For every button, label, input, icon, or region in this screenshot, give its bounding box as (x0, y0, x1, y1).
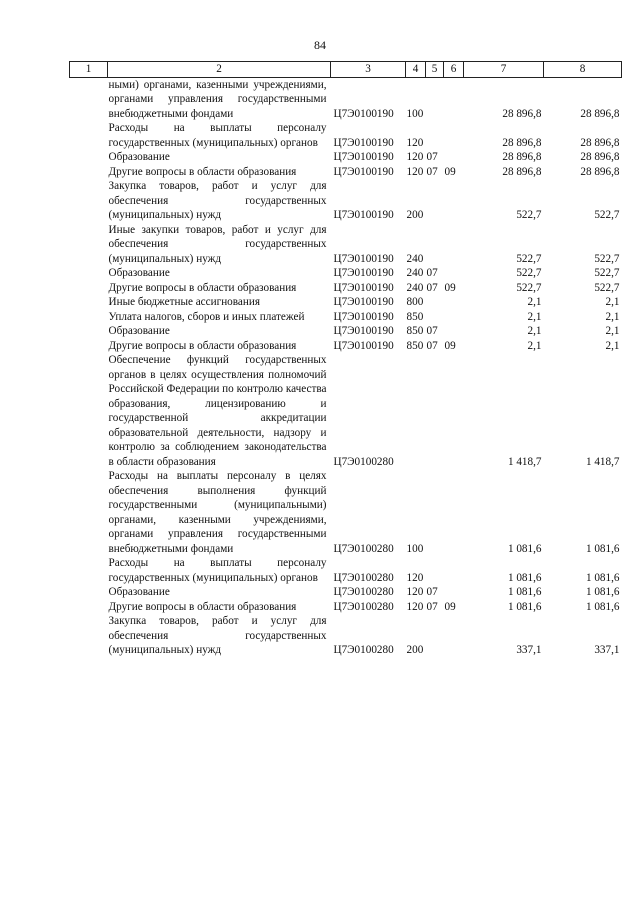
table-row (70, 121, 622, 150)
expense-type-code: 240 (406, 281, 424, 294)
column-header: 2 (108, 62, 331, 78)
column-header: 7 (464, 62, 544, 78)
amount-col8: 522,7 (594, 281, 620, 294)
amount-col8: 522,7 (594, 267, 620, 279)
subsection-code (444, 121, 464, 150)
amount-col7: 1 081,6 (507, 542, 542, 555)
amount-col7: 522,7 (516, 209, 542, 221)
column-header: 4 (406, 62, 426, 78)
amount-col8: 1 418,7 (585, 455, 620, 468)
amount-col8: 28 896,8 (580, 136, 620, 149)
table-row (70, 556, 622, 585)
section-code: 07 (426, 600, 438, 613)
expense-type-code: 120 (406, 571, 424, 584)
amount-col7: 28 896,8 (502, 107, 542, 120)
expense-type-code: 240 (406, 267, 424, 279)
table-row (70, 469, 622, 556)
target-article-code: Ц7Э0100280 (333, 600, 394, 613)
section-code (426, 469, 444, 556)
target-article-code: Ц7Э0100190 (333, 267, 394, 279)
table-row (70, 614, 622, 658)
budget-table (69, 61, 622, 658)
section-code (426, 179, 444, 223)
target-article-code: Ц7Э0100190 (333, 296, 394, 308)
subsection-code (444, 556, 464, 585)
amount-col8: 28 896,8 (580, 107, 620, 120)
table-row (70, 585, 622, 600)
section-code (426, 353, 444, 469)
expense-name: Образование (108, 586, 170, 598)
section-code: 07 (426, 281, 438, 294)
target-article-code: Ц7Э0100190 (333, 339, 394, 352)
expense-type-code: 100 (406, 107, 424, 120)
expense-name: Иные закупки товаров, работ и услуг для обеспечения государственных (муниципальных) нужд (108, 223, 327, 265)
section-code (426, 77, 444, 121)
table-row (70, 77, 622, 121)
expense-name: Иные бюджетные ассигнования (108, 296, 260, 308)
expense-name: Другие вопросы в области образования (108, 339, 297, 352)
section-code (426, 295, 444, 310)
subsection-code: 09 (444, 600, 456, 613)
table-row (70, 600, 622, 615)
page-number: 84 (314, 38, 326, 52)
expense-type-code: 850 (406, 325, 424, 337)
table-row (70, 223, 622, 267)
target-article-code: Ц7Э0100190 (333, 107, 394, 120)
subsection-code (444, 295, 464, 310)
expense-type-code: 800 (406, 296, 424, 308)
section-code (426, 121, 444, 150)
expense-type-code: 120 (406, 151, 424, 163)
table-row (70, 324, 622, 339)
subsection-code (444, 223, 464, 267)
section-code (426, 223, 444, 267)
amount-col7: 1 418,7 (507, 455, 542, 468)
amount-col7: 2,1 (527, 325, 542, 337)
subsection-code (444, 266, 464, 281)
section-code (426, 310, 444, 325)
amount-col8: 1 081,6 (585, 542, 620, 555)
subsection-code (444, 469, 464, 556)
amount-col8: 337,1 (594, 644, 620, 656)
subsection-code: 09 (444, 281, 456, 294)
amount-col8: 1 081,6 (585, 571, 620, 584)
column-header: 6 (444, 62, 464, 78)
amount-col8: 1 081,6 (585, 586, 620, 598)
column-header: 3 (331, 62, 406, 78)
subsection-code: 09 (444, 165, 456, 178)
table-body (70, 77, 622, 658)
amount-col8: 28 896,8 (580, 151, 620, 163)
header-row (70, 62, 622, 78)
amount-col8: 522,7 (594, 252, 620, 265)
amount-col7: 28 896,8 (502, 151, 542, 163)
target-article-code: Ц7Э0100190 (333, 151, 394, 163)
expense-name: Другие вопросы в области образования (108, 165, 297, 178)
subsection-code (444, 179, 464, 223)
target-article-code: Ц7Э0100190 (333, 209, 394, 221)
subsection-code (444, 150, 464, 165)
section-code (426, 556, 444, 585)
expense-name: Обеспечение функций государственных органов в целях осуществления полномочий Российской Федерации по контролю качества образования, лицензированию и государственной аккредитации образовательной деятельности, надзору и контролю за соблюдением законодательства в области образования (108, 354, 327, 468)
expense-type-code: 120 (406, 586, 424, 598)
amount-col8: 2,1 (605, 339, 620, 352)
amount-col7: 2,1 (527, 296, 542, 308)
expense-type-code: 240 (406, 252, 424, 265)
expense-name: Другие вопросы в области образования (108, 600, 297, 613)
expense-type-code (406, 353, 426, 469)
amount-col8: 2,1 (605, 325, 620, 337)
expense-name: Уплата налогов, сборов и иных платежей (108, 310, 305, 323)
target-article-code: Ц7Э0100190 (333, 310, 394, 323)
table-row (70, 339, 622, 354)
amount-col7: 28 896,8 (502, 165, 542, 178)
section-code: 07 (426, 165, 438, 178)
expense-name: Расходы на выплаты персоналу государственных (муниципальных) органов (108, 557, 327, 584)
column-header: 5 (426, 62, 444, 78)
expense-type-code: 850 (406, 310, 424, 323)
subsection-code (444, 585, 464, 600)
expense-name: Закупка товаров, работ и услуг для обеспечения государственных (муниципальных) нужд (108, 180, 327, 221)
amount-col7: 2,1 (527, 339, 542, 352)
expense-name: Закупка товаров, работ и услуг для обеспечения государственных (муниципальных) нужд (108, 615, 327, 656)
amount-col7: 28 896,8 (502, 136, 542, 149)
subsection-code: 09 (444, 339, 456, 352)
expense-type-code: 200 (406, 209, 424, 221)
amount-col7: 1 081,6 (507, 600, 542, 613)
expense-type-code: 200 (406, 644, 424, 656)
table-row (70, 150, 622, 165)
expense-type-code: 120 (406, 165, 424, 178)
section-code: 07 (426, 586, 438, 598)
amount-col7: 1 081,6 (507, 586, 542, 598)
target-article-code: Ц7Э0100190 (333, 165, 394, 178)
expense-type-code: 120 (406, 136, 424, 149)
subsection-code (444, 353, 464, 469)
subsection-code (444, 614, 464, 658)
target-article-code: Ц7Э0100190 (333, 252, 394, 265)
amount-col7: 522,7 (516, 267, 542, 279)
expense-name: ными) органами, казенными учреждениями, органами управления государственными внебюджетными фондами (108, 78, 327, 120)
target-article-code: Ц7Э0100280 (333, 455, 394, 468)
expense-type-code: 850 (406, 339, 424, 352)
target-article-code: Ц7Э0100190 (333, 136, 394, 149)
expense-type-code: 100 (406, 542, 424, 555)
amount-col8: 1 081,6 (585, 600, 620, 613)
table-row (70, 295, 622, 310)
target-article-code: Ц7Э0100280 (333, 644, 394, 656)
target-article-code: Ц7Э0100280 (333, 542, 394, 555)
amount-col7: 1 081,6 (507, 571, 542, 584)
expense-name: Расходы на выплаты персоналу государственных (муниципальных) органов (108, 122, 327, 149)
table-row (70, 353, 622, 469)
amount-col8: 522,7 (594, 209, 620, 221)
amount-col7: 337,1 (516, 644, 542, 656)
amount-col7: 522,7 (516, 281, 542, 294)
table-row (70, 266, 622, 281)
section-code: 07 (426, 325, 438, 337)
expense-type-code: 120 (406, 600, 424, 613)
target-article-code: Ц7Э0100190 (333, 281, 394, 294)
section-code: 07 (426, 339, 438, 352)
table-row (70, 281, 622, 296)
table-row (70, 165, 622, 180)
amount-col7: 522,7 (516, 252, 542, 265)
expense-name: Образование (108, 151, 170, 163)
expense-name: Образование (108, 325, 170, 337)
target-article-code: Ц7Э0100280 (333, 571, 394, 584)
section-code: 07 (426, 151, 438, 163)
expense-name: Расходы на выплаты персоналу в целях обеспечения выполнения функций государственными (муниципальными) органами, казенными учреждениями, органами управления государственными внебюджетными фондами (108, 470, 327, 555)
amount-col8: 28 896,8 (580, 165, 620, 178)
subsection-code (444, 310, 464, 325)
table-row (70, 179, 622, 223)
column-header: 1 (70, 62, 108, 78)
amount-col8: 2,1 (605, 310, 620, 323)
subsection-code (444, 324, 464, 339)
expense-name: Другие вопросы в области образования (108, 281, 297, 294)
amount-col7: 2,1 (527, 310, 542, 323)
target-article-code: Ц7Э0100190 (333, 325, 394, 337)
expense-name: Образование (108, 267, 170, 279)
section-code: 07 (426, 267, 438, 279)
section-code (426, 614, 444, 658)
target-article-code: Ц7Э0100280 (333, 586, 394, 598)
amount-col8: 2,1 (605, 296, 620, 308)
column-header: 8 (544, 62, 622, 78)
subsection-code (444, 77, 464, 121)
table-row (70, 310, 622, 325)
